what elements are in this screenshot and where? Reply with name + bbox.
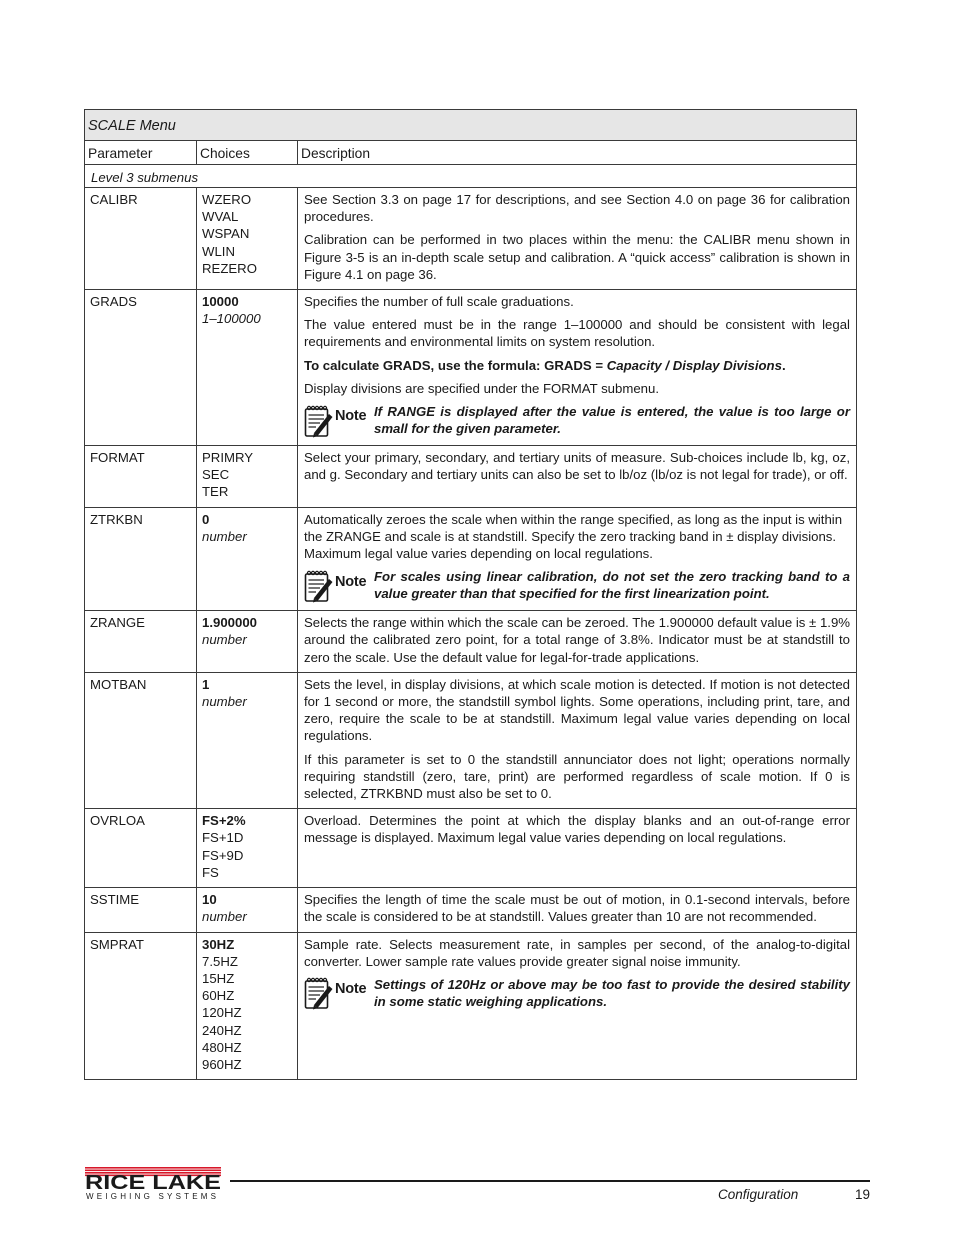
choice-option: FS+1D xyxy=(202,830,244,846)
submenu-level-label: Level 3 submenus xyxy=(85,165,857,188)
choice-option: REZERO xyxy=(202,260,257,276)
description-paragraph: Select your primary, secondary, and tertiary units of measure. Sub-choices include lb, kg, oz, and g. Secondary and tertiary units can also be set to lb/oz (lb/oz is not legal for trade), or off. xyxy=(304,450,850,483)
choice-option: 7.5HZ xyxy=(202,953,238,969)
description-cell xyxy=(298,446,857,508)
table-row xyxy=(85,611,857,673)
choice-option: WLIN xyxy=(202,243,235,259)
choice-option: FS xyxy=(202,864,219,880)
table-row xyxy=(85,507,857,611)
rice-lake-logo-graphic xyxy=(85,1167,223,1201)
default-choice: 10000 xyxy=(202,294,239,310)
choice-option: number xyxy=(202,632,247,648)
choice-option: SEC xyxy=(202,467,230,483)
description-paragraph: Sample rate. Selects measurement rate, in samples per second, of the analog-to-digital converter. Lower sample rate values provide greater signal noise immunity. xyxy=(304,936,850,969)
default-choice: 30HZ xyxy=(202,936,235,952)
choices-cell xyxy=(197,932,298,1080)
note-label: Note xyxy=(335,573,367,590)
description-paragraph: If this parameter is set to 0 the standstill annunciator does not light; operations normally requiring standstill (zero, tare, print) are performed regardless of scale motion. If 0 is selected, ZTRKBND must also be set to 0. xyxy=(304,751,850,802)
choices-cell xyxy=(197,888,298,932)
description-paragraph: See Section 3.3 on page 17 for descriptions, and see Section 4.0 on page 36 for calibration procedures. xyxy=(304,192,850,225)
note-label: Note xyxy=(335,981,367,998)
description-cell xyxy=(298,611,857,673)
note-text: If RANGE is displayed after the value is entered, the value is too large or small for the given parameter. xyxy=(374,404,850,437)
table-row xyxy=(85,888,857,932)
table-row xyxy=(85,672,857,808)
description-cell xyxy=(298,932,857,1080)
formula-paragraph xyxy=(304,357,850,374)
choices-cell xyxy=(197,809,298,888)
choice-option: number xyxy=(202,909,247,925)
scale-menu-table xyxy=(84,109,857,1080)
description-cell xyxy=(298,188,857,290)
parameter-name: GRADS xyxy=(85,290,197,446)
choice-option: number xyxy=(202,528,247,544)
table-title: SCALE Menu xyxy=(85,110,857,141)
choice-option: WZERO xyxy=(202,192,252,207)
note-badge xyxy=(304,976,374,1012)
logo-tagline: WEIGHING SYSTEMS xyxy=(86,1192,219,1201)
table-row xyxy=(85,932,857,1080)
choices-cell xyxy=(197,507,298,611)
note-pad-icon xyxy=(304,977,334,1010)
choice-option: 60HZ xyxy=(202,988,235,1004)
description-paragraph: Specifies the number of full scale graduations. xyxy=(304,294,574,310)
footer-page-number: 19 xyxy=(855,1187,871,1202)
choice-option: WVAL xyxy=(202,209,239,225)
note-box xyxy=(304,568,850,604)
parameter-name: SMPRAT xyxy=(85,932,197,1080)
note-text: Settings of 120Hz or above may be too fast to provide the desired stability in some static weighing applications. xyxy=(374,976,850,1010)
choice-option: 15HZ xyxy=(202,970,235,986)
choice-option: 240HZ xyxy=(202,1022,242,1038)
table-row xyxy=(85,290,857,446)
default-choice: FS+2% xyxy=(202,813,246,829)
table-body xyxy=(85,188,857,1080)
parameter-name: FORMAT xyxy=(85,446,197,508)
note-pad-icon xyxy=(304,570,334,603)
description-paragraph: Specifies the length of time the scale must be out of motion, in 0.1-second intervals, before the scale is considered to be at standstill. Values greater than 10 are not recommended. xyxy=(304,892,850,925)
default-choice: 10 xyxy=(202,892,217,908)
default-choice: 1 xyxy=(202,676,210,692)
choice-option: PRIMRY xyxy=(202,450,254,466)
choices-cell xyxy=(197,188,298,290)
table-row xyxy=(85,446,857,508)
description-paragraph: The value entered must be in the range 1–100000 and should be consistent with legal requirements and environmental limits on system resolution. xyxy=(304,317,850,350)
description-cell xyxy=(298,507,857,611)
note-badge xyxy=(304,568,374,604)
description-paragraph: Sets the level, in display divisions, at which scale motion is detected. If motion is not detected for 1 second or more, the standstill symbol lights. Some operations, including print, tare, and zero, require the scale to be at standstill. Maximum legal value varies depending on local regulations. xyxy=(304,676,850,744)
description-cell xyxy=(298,809,857,888)
choices-cell xyxy=(197,672,298,808)
default-choice: 1.900000 xyxy=(202,615,258,631)
description-cell xyxy=(298,888,857,932)
formula-tail: . xyxy=(781,357,786,373)
table-row xyxy=(85,188,857,290)
description-paragraph: Display divisions are specified under the FORMAT submenu. xyxy=(304,380,659,396)
choices-cell xyxy=(197,290,298,446)
description-paragraph: Overload. Determines the point at which the display blanks and an out-of-range error message is displayed. Maximum legal value varies depending on local regulations. xyxy=(304,813,850,846)
footer-rule xyxy=(230,1180,870,1182)
parameter-name: ZTRKBN xyxy=(85,507,197,611)
description-cell xyxy=(298,672,857,808)
note-text: For scales using linear calibration, do not set the zero tracking band to a value greater than that specified for the first linearization point. xyxy=(374,569,850,602)
choice-option: FS+9D xyxy=(202,847,244,863)
rice-lake-logo xyxy=(85,1167,223,1206)
choice-option: 1–100000 xyxy=(202,311,261,327)
logo-stripe xyxy=(85,1167,221,1169)
description-cell xyxy=(298,290,857,446)
logo-wordmark: RICE LAKE xyxy=(85,1172,221,1194)
column-header-choices: Choices xyxy=(197,141,298,165)
description-paragraph: Automatically zeroes the scale when within the range specified, as long as the input is within the ZRANGE and scale is at standstill. Specify the zero tracking band in ± display divisions. Maximum legal value varies depending on local regulations. xyxy=(304,511,843,562)
parameter-name: SSTIME xyxy=(85,888,197,932)
note-badge xyxy=(304,403,374,439)
description-paragraph: Selects the range within which the scale can be zeroed. The 1.900000 default value is ± 1.9% around the calibrated zero point, for a total range of 3.8%. Indicator must be at standstill to zero the scale. Use the default value for legal-for-trade applications. xyxy=(304,615,850,665)
choice-option: 120HZ xyxy=(202,1005,242,1021)
parameter-name: CALIBR xyxy=(85,188,197,290)
table-row xyxy=(85,809,857,888)
parameter-name: ZRANGE xyxy=(85,611,197,673)
parameter-name: MOTBAN xyxy=(85,672,197,808)
parameter-name: OVRLOA xyxy=(85,809,197,888)
default-choice: 0 xyxy=(202,511,210,527)
choice-option: 960HZ xyxy=(202,1056,242,1072)
note-box xyxy=(304,976,850,1012)
column-header-parameter: Parameter xyxy=(85,141,197,165)
choices-cell xyxy=(197,611,298,673)
formula-expression: Capacity / Display Divisions xyxy=(606,357,782,373)
formula-lead: To calculate GRADS, use the formula: GRADS = xyxy=(304,357,607,373)
column-header-description: Description xyxy=(298,141,857,165)
description-paragraph: Calibration can be performed in two places within the menu: the CALIBR menu shown in Figure 3-5 is an in-depth scale setup and calibration. A “quick access” calibration is shown in Figure 4.1 on page 36. xyxy=(304,232,850,282)
logo-stripe xyxy=(85,1170,221,1172)
choice-option: number xyxy=(202,694,247,710)
choice-option: WSPAN xyxy=(202,226,250,242)
choice-option: TER xyxy=(202,484,229,500)
choices-cell xyxy=(197,446,298,508)
choice-option: 480HZ xyxy=(202,1039,242,1055)
note-box xyxy=(304,403,850,439)
note-pad-icon xyxy=(304,405,334,438)
note-label: Note xyxy=(335,408,367,425)
footer-section-name: Configuration xyxy=(718,1187,799,1202)
